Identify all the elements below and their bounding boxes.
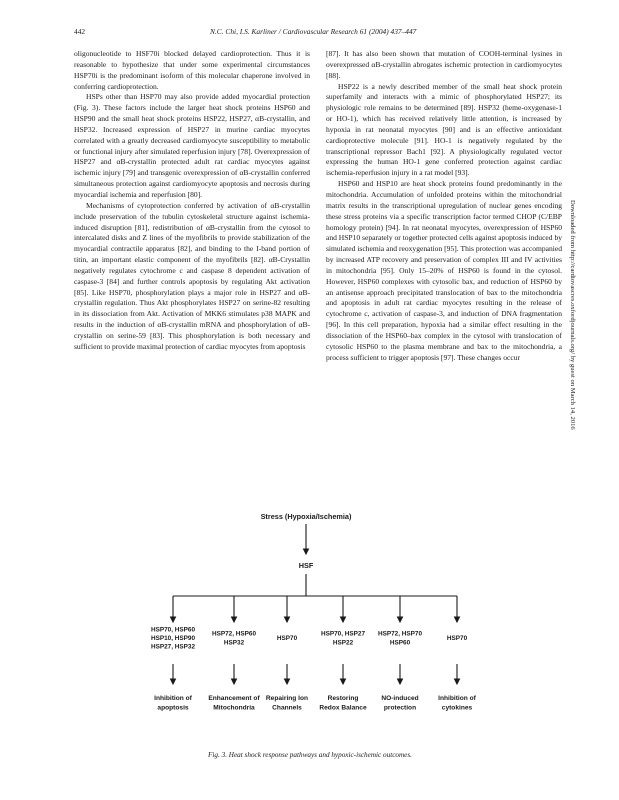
- figure-caption: Fig. 3. Heat shock response pathways and hypoxic-ischemic outcomes.: [208, 751, 412, 759]
- paragraph: [87]. It has also been shown that mutation of COOH-terminal lysines in overexpressed αB-crystallin abrogates ischemic protection in cardiomyocytes [88].: [326, 49, 562, 80]
- paragraph: HSPs other than HSP70 may also provide added myocardial protection (Fig. 3). These factors include the larger heat shock proteins HSP60 and HSP90 and the small heat shock proteins HSP22, HSP27, αB-crystallin, and HSP32. Increased expression of HSP27 in murine cardiac myocytes correlated with a greatly decreased cardiomyocyte susceptibility to metabolic or functional injury after simulated reperfusion injury [78]. Overexpression of HSP27 and αB-crystallin protected adult rat cardiac myocytes against ischemic injury [79] and transgenic overexpression of αB-crystallin conferred simultaneous protection against cardiomyocyte apoptosis and necrosis during myocardial ischemia and reperfusion [80].: [74, 92, 310, 199]
- protein-label: HSP70: [276, 635, 298, 642]
- protein-label: HSP72, HSP70: [377, 630, 423, 638]
- effect-label: Repairing Ion: [265, 695, 309, 702]
- effect-label: Inhibition of: [438, 695, 476, 702]
- hsf-label: HSF: [298, 561, 314, 570]
- protein-label: HSP10, HSP90: [150, 635, 196, 642]
- effect-label: protection: [383, 704, 417, 712]
- effect-label: Mitochondria: [213, 704, 255, 712]
- effect-label: Restoring: [327, 695, 359, 702]
- effect-label: Inhibition of: [154, 695, 192, 702]
- protein-label: HSP32: [223, 639, 245, 647]
- effect-label: cytokines: [441, 704, 473, 712]
- protein-label: HSP72, HSP60: [211, 630, 257, 638]
- protein-label: HSP60: [389, 639, 411, 647]
- protein-label: HSP22: [332, 639, 354, 647]
- paragraph: HSP60 and HSP10 are heat shock proteins found predominantly in the mitochondria. Accumulation of unfolded proteins within the mitochondrial matrix results in the transcriptional upregulation of nuclear genes encoding these stress proteins via a specific transcription factor termed CHOP (C/EBP homology protein) [94]. In rat neonatal myocytes, overexpression of HSP60 and HSP10 separately or together protected cells against apoptosis induced by simulated ischemia and reoxygenation [95]. This protection was accompanied by increased ATP recovery and preservation of complex III and IV activities in mitochondria [95]. Only 15–20% of HSP60 is found in the cytosol. However, HSP60 complexes with cytosolic bax, and reduction of HSP60 by an antisense approach precipitated translocation of bax to the mitochondria and apoptosis in adult rat cardiac myocytes resulting in the release of cytochrome c, activation of caspase-3, and induction of DNA fragmentation [96]. In this cell preparation, hypoxia had a similar effect resulting in the dissociation of the HSP60–bax complex in the cytosol with translocation of cytosolic HSP60 to the plasma membrane and bax to the mitochondria, a process sufficient to trigger apoptosis [97]. These changes occur: [326, 179, 562, 362]
- protein-label: HSP70, HSP60: [150, 626, 196, 634]
- effect-label: Enhancement of: [208, 695, 260, 702]
- paragraph: Mechanisms of cytoprotection conferred by activation of αB-crystallin include preservation of the tubulin cytoskeletal structure against ischemia-induced disruption [81], redistribution of αB-crystallin from the cytosol to intercalated disks and Z lines of the myofibrils to provide stabilization of the myocardial contractile apparatus [82], and binding to the I-band portion of titin, an important elastic component of the myofibrils [82]. αB-Crystallin negatively regulates cytochrome c and caspase 8 dependent activation of caspase-3 [84] and further controls apoptosis by regulating Akt activation [85]. Like HSP70, phosphorylation plays a major role in HSP27 and αB-crystallin regulation. Thus Akt phosphorylates HSP27 on serine-82 resulting in its dissociation from Akt. Activation of MKK6 stimulates p38 MAPK and results in the induction of αB-crystallin mRNA and phosphorylation of αB-crystallin on serine-59 [83]. This phosphorylation is both necessary and sufficient to provide maximal protection of cardiac myocytes from apoptosis: [74, 200, 310, 351]
- protein-label: HSP70, HSP27: [320, 630, 366, 638]
- protein-label: HSP27, HSP32: [150, 643, 196, 651]
- protein-label: HSP70: [446, 635, 468, 642]
- effect-label: Redox Balance: [319, 704, 367, 712]
- right-text-column: [326, 49, 562, 363]
- effect-label: Channels: [272, 704, 302, 712]
- paragraph: HSP22 is a newly described member of the small heat shock protein superfamily and interacts with a mimic of phosphorylated HSP27; its physiologic role remains to be determined [89]. HSP32 (heme-oxygenase-1 or HO-1), which has received relatively little attention, is increased by hypoxia in rat neonatal myocytes [90] and is an effective antioxidant cardioprotective molecule [91]. HO-1 is negatively regulated by the transcriptional repressor Bach1 [92]. A physiologically regulated vector expressing the human HO-1 gene conferred protection against cardiac ischemia-reperfusion injury in a rat model [93].: [326, 81, 562, 178]
- stress-label: Stress (Hypoxia/Ischemia): [260, 512, 352, 521]
- paragraph: oligonucleotide to HSF70i blocked delayed cardioprotection. Thus it is reasonable to hypothesize that under some experimental circumstances HSP70i is the predominant isoform of this molecular chaperone involved in conferring cardioprotection.: [74, 49, 310, 91]
- effect-label: NO-induced: [381, 695, 419, 702]
- effect-label: apoptosis: [157, 704, 189, 712]
- left-text-column: [74, 49, 310, 353]
- running-header: N.C. Chi, I.S. Karliner / Cardiovascular Research 61 (2004) 437–447: [210, 27, 417, 36]
- download-notice: Downloaded from http://cardiovascres.oxfordjournals.org/ by guest on March 14, 2016: [569, 200, 576, 430]
- page-number: 442: [74, 27, 86, 36]
